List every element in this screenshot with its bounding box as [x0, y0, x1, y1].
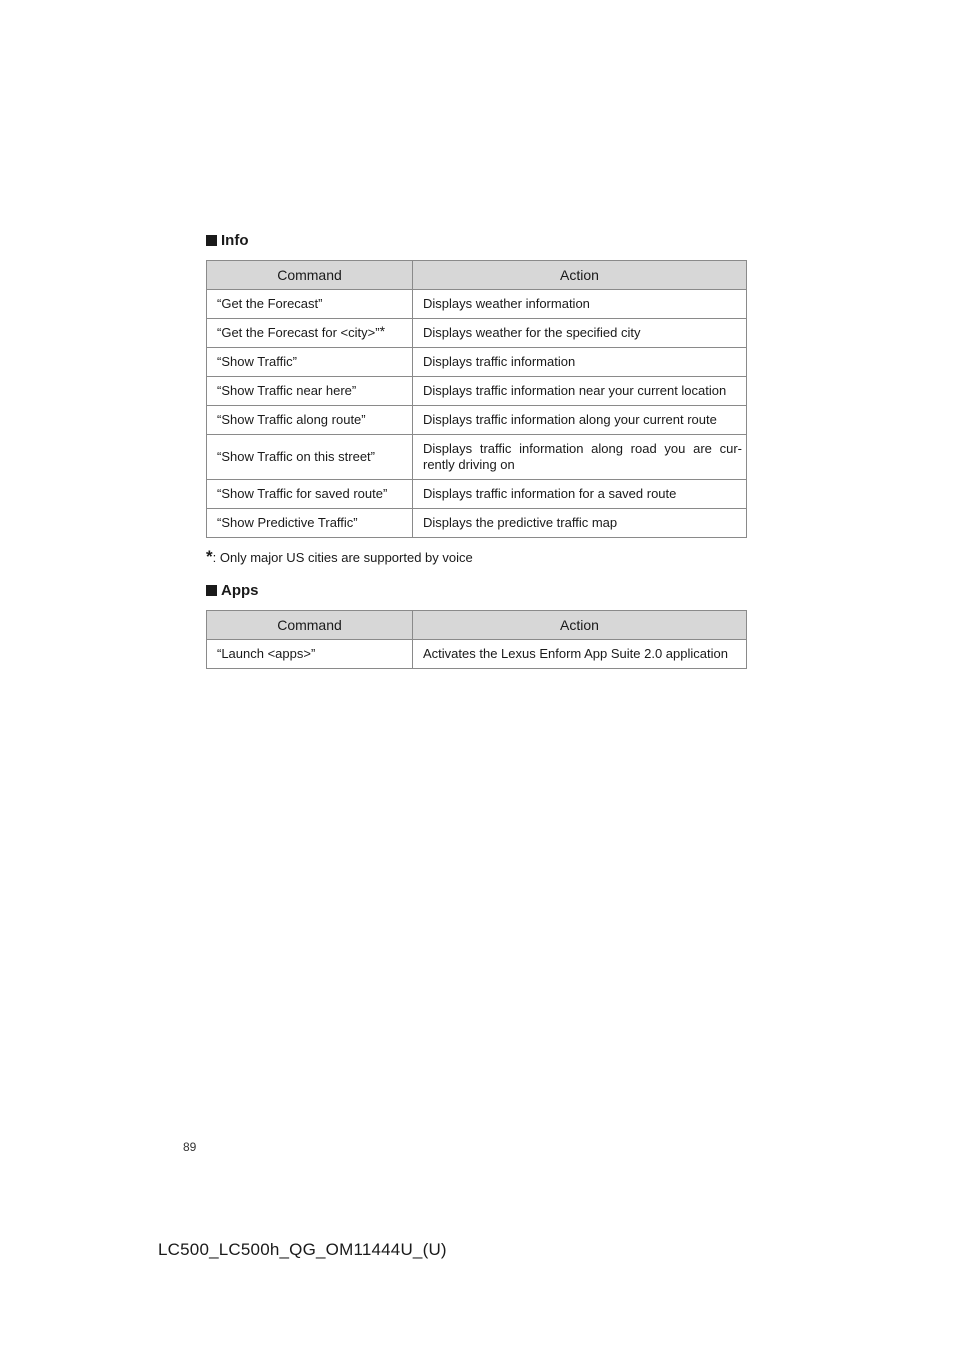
info-command-table [206, 260, 747, 538]
table-row [207, 640, 747, 669]
action-column-header: Action [413, 261, 747, 290]
table-row [207, 406, 747, 435]
action-cell: Activates the Lexus Enform App Suite 2.0 application [413, 640, 747, 669]
apps-section-heading [206, 582, 259, 599]
table-row [207, 348, 747, 377]
apps-command-table [206, 610, 747, 669]
command-cell: “Launch <apps>” [207, 640, 413, 669]
command-cell: “Show Traffic near here” [207, 377, 413, 406]
command-cell: “Show Traffic along route” [207, 406, 413, 435]
table-header-row [207, 261, 747, 290]
command-cell: “Show Predictive Traffic” [207, 509, 413, 538]
footnote [206, 547, 473, 570]
document-code: LC500_LC500h_QG_OM11444U_(U) [158, 1240, 447, 1259]
action-cell: Displays traffic information near your current location [413, 377, 747, 406]
command-cell: “Show Traffic on this street” [207, 435, 413, 480]
square-bullet-icon [206, 235, 217, 246]
table-row [207, 290, 747, 319]
command-cell: “Show Traffic for saved route” [207, 480, 413, 509]
apps-heading-text: Apps [221, 582, 259, 599]
page-number: 89 [183, 1140, 197, 1154]
square-bullet-icon [206, 585, 217, 596]
action-column-header: Action [413, 611, 747, 640]
info-heading-text: Info [221, 232, 249, 249]
command-cell: “Show Traffic” [207, 348, 413, 377]
table-row [207, 480, 747, 509]
table-row [207, 377, 747, 406]
action-cell: Displays weather for the specified city [413, 319, 747, 348]
table-row [207, 319, 747, 348]
action-cell: Displays traffic information for a saved route [413, 480, 747, 509]
command-text: “Get the Forecast for <city>” [217, 325, 380, 340]
table-row [207, 435, 747, 480]
action-cell: Displays traffic information [413, 348, 747, 377]
command-column-header: Command [207, 611, 413, 640]
table-row [207, 509, 747, 538]
footnote-marker: * [379, 323, 386, 339]
command-column-header: Command [207, 261, 413, 290]
info-section-heading [206, 232, 249, 249]
command-cell: “Get the Forecast” [207, 290, 413, 319]
action-cell: Displays weather information [413, 290, 747, 319]
action-cell: Displays traffic information along your current route [413, 406, 747, 435]
action-cell: Displays the predictive traffic map [413, 509, 747, 538]
footnote-mark: * [206, 547, 213, 566]
command-cell [207, 319, 413, 348]
action-cell: Displays traffic information along road you are cur-rently driving on [413, 435, 747, 480]
footnote-text: : Only major US cities are supported by voice [212, 550, 473, 565]
table-header-row [207, 611, 747, 640]
